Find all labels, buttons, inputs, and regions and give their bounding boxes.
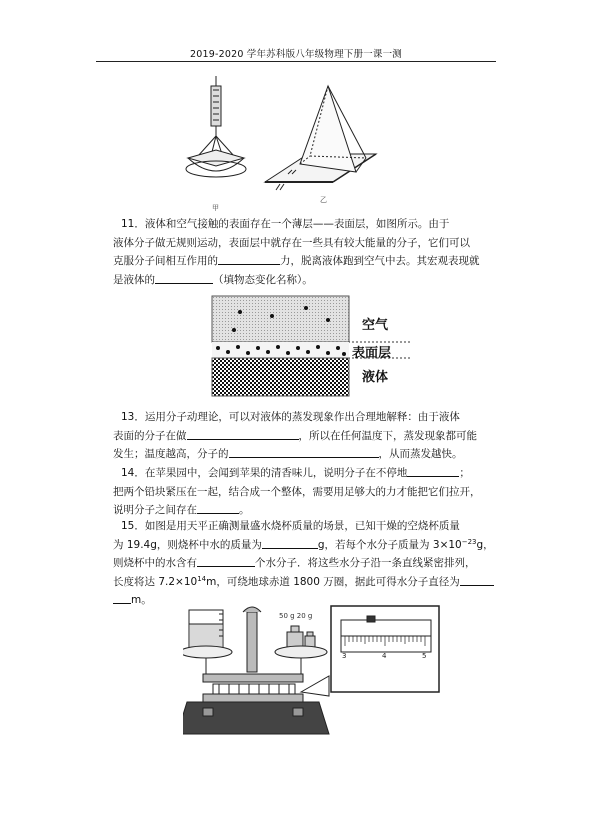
q15-line1: 15．如图是用天平正确测量盛水烧杯质量的场景，已知干燥的空烧杯质量 [121,520,460,532]
q15-line4: 长度将达 $7.2\times 10^{14}m$，可绕地球赤道 1800 万圈，据此可得水分子直径为 [113,573,505,592]
q13-line3: 发生；温度越高，分子的 ，从而蒸发越快。 [113,448,463,461]
q14-line1: 14．在苹果园中，会闻到苹果的清香味儿，说明分子在不停地 ； [121,467,470,479]
answer-blank[interactable] [229,446,379,458]
page-header: 2019-2020 学年苏科版八年级物理下册一课一测 [189,49,402,60]
answer-blank[interactable] [113,592,131,604]
scale-tick-5: 5 [422,652,427,660]
q11-line1: 11．液体和空气接触的表面存在一个薄层——表面层，如图所示。由于 [121,218,450,230]
answer-blank[interactable] [407,465,459,477]
beaker-illustration [189,610,223,648]
q14-line2: 把两个铅块紧压在一起，结合成一个整体，需要用足够大的力才能把它们拉开， [113,485,481,498]
answer-blank[interactable] [218,253,280,265]
label-liquid: 液体 [362,370,389,385]
label-jia: 甲 [212,204,219,212]
q11-line3: 克服分子间相互作用的 力，脱离液体跑到空气中去。其宏观表现就 [113,255,480,268]
question-14 [113,464,505,520]
q13-line2: 表面的分子在做 ，所以在任何温度下，蒸发现象都可能 [113,429,477,442]
header-rule [96,61,496,62]
figure-balance-scale [183,602,443,740]
q15-line5: m。 [113,591,505,610]
label-air: 空气 [362,318,389,333]
q11-line4: 是液体的 （填物态变化名称）。 [113,273,313,286]
q11-line2: 液体分子做无规则运动，表面层中就存在一些具有较大能量的分子，它们可以 [113,236,470,249]
question-15 [113,517,505,610]
label-surface-layer: 表面层 [352,346,392,361]
question-11 [113,215,505,289]
scale-tick-3: 3 [342,652,347,660]
scale-tick-4: 4 [382,652,387,660]
answer-blank[interactable] [155,272,213,284]
figure-liquid-layers [210,294,450,398]
weights-label: 50 g 20 g [279,612,313,620]
label-yi: 乙 [320,196,327,204]
answer-blank[interactable] [460,574,494,586]
figure-spring-scale-and-pyramid [180,74,430,214]
answer-blank[interactable] [197,502,239,514]
answer-blank[interactable] [262,537,318,549]
answer-blank[interactable] [197,555,255,567]
question-13 [113,408,505,464]
q15-line3: 则烧杯中的水含有 个水分子．将这些水分子沿一条直线紧密排列， [113,557,476,570]
pyramid-illustration [265,86,376,190]
q13-line1: 13．运用分子动理论，可以对液体的蒸发现象作出合理地解释：由于液体 [121,411,460,423]
spring-scale-illustration [186,76,246,177]
answer-blank[interactable] [187,428,299,440]
q15-line2: 为 19.4g，则烧杯中水的质量为 g，若每个水分子质量为 $3\times 10^{-23}g$， [113,537,494,551]
surface-layer-region [212,342,349,358]
liquid-region [212,358,349,396]
q14-line3: 说明分子之间存在 。 [113,504,250,517]
